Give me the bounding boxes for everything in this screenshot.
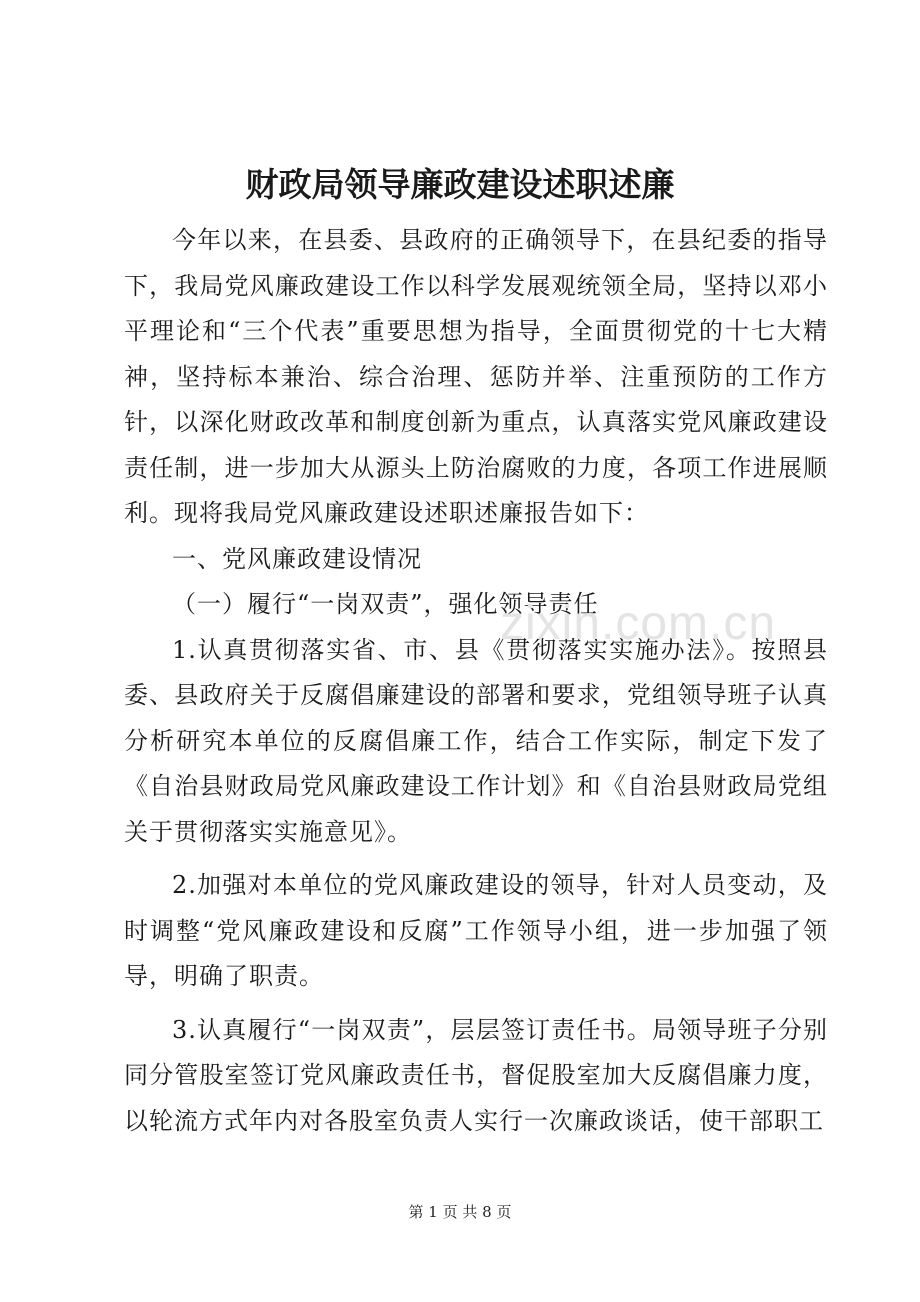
document-title: 财政局领导廉政建设述职述廉 bbox=[245, 165, 675, 204]
section-heading-1: 一、党风廉政建设情况 bbox=[172, 544, 422, 573]
watermark: zixin.com.cn bbox=[500, 597, 777, 650]
paragraph-intro: 今年以来，在县委、县政府的正确领导下，在县纪委的指导下，我局党风廉政建设工作以科学发展观统领全局，坚持以邓小平理论和“三个代表”重要思想为指导，全面贯彻党的十七大精神，坚持标本兼治、综合治理、惩防并举、注重预防的工作方针，以深化财政改革和制度创新为重点，认真落实党风廉政建设责任制，进一步加大从源头上防治腐败的力度，各项工作进展顺利。现将我局党风廉政建设述职述廉报告如下： bbox=[124, 226, 828, 527]
document-body bbox=[124, 218, 828, 1144]
subsection-heading-1: （一）履行“一岗双责”，强化领导责任 bbox=[172, 590, 599, 618]
paragraph-item-2: 2.加强对本单位的党风廉政建设的领导，针对人员变动，及时调整“党风廉政建设和反腐”工作领导小组，进一步加强了领导，明确了职责。 bbox=[124, 871, 828, 990]
paragraph-item-1: 1.认真贯彻落实省、市、县《贯彻落实实施办法》。按照县委、县政府关于反腐倡廉建设的部署和要求，党组领导班子认真分析研究本单位的反腐倡廉工作，结合工作实际，制定下发了《自治县财政局党风廉政建设工作计划》和《自治县财政局党组关于贯彻落实实施意见》。 bbox=[124, 635, 828, 846]
paragraph-item-3: 3.认真履行“一岗双责”，层层签订责任书。局领导班子分别同分管股室签订党风廉政责任书，督促股室加大反腐倡廉力度，以轮流方式年内对各股室负责人实行一次廉政谈话，使干部职工 bbox=[124, 1015, 828, 1135]
page-footer: 第 1 页 共 8 页 bbox=[408, 1203, 512, 1221]
